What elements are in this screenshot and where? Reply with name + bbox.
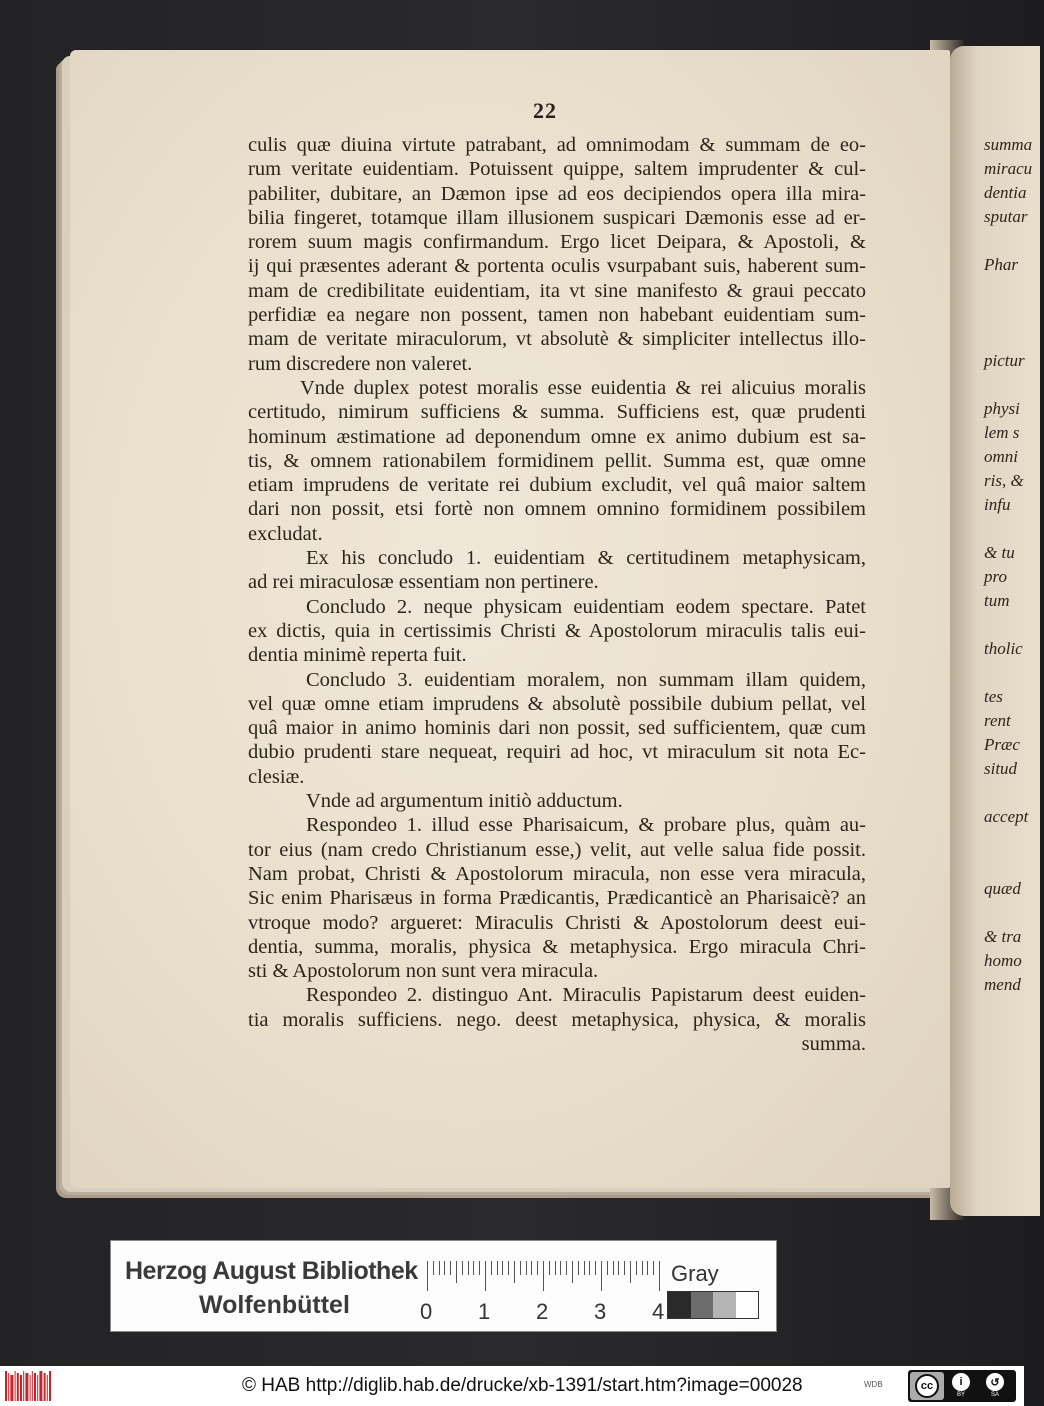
ruler-tick	[601, 1261, 602, 1291]
right-page-fragment: tum	[984, 591, 1010, 610]
barcode-bar	[47, 1375, 48, 1401]
barcode-bar	[8, 1373, 9, 1401]
right-page-fragment: Phar	[984, 255, 1018, 274]
cc-icon: cc	[910, 1372, 944, 1400]
ruler-tick	[636, 1261, 637, 1275]
right-page-fragment: infu	[984, 495, 1011, 514]
right-page-fragment: pro	[984, 567, 1007, 586]
ruler-tick	[485, 1261, 486, 1291]
text-line: vtroque modo? argueret: Miraculis Christi & Apostolorum deest eui-	[248, 911, 866, 934]
scale-number: 0	[420, 1299, 433, 1324]
text-line: rorem suum magis confirmandum. Ergo licet Deipara, & Apostoli, &	[248, 231, 866, 254]
right-page-fragment: pictur	[984, 351, 1025, 370]
barcode-bar	[44, 1373, 46, 1401]
text-line: vel quæ omne etiam imprudens & absolutè possibile dubium pellat, vel	[248, 692, 866, 715]
right-page-fragment	[984, 373, 1044, 397]
ruler-tick	[595, 1261, 596, 1275]
right-page-fragment	[984, 829, 1044, 853]
right-page-fragment: sputar	[984, 207, 1028, 226]
ruler-tick	[618, 1261, 619, 1275]
ruler-tick	[624, 1261, 625, 1275]
text-line: Ex his concludo 1. euidentiam & certitudinem metaphysicam,	[306, 547, 866, 570]
text-line: mam de credibilitate euidentiam, ita vt sine manifesto & graui peccato	[248, 279, 866, 302]
text-line: ad rei miraculosæ essentiam non pertinere.	[248, 571, 599, 594]
scale-number: 1	[478, 1299, 491, 1324]
right-page-fragment	[984, 781, 1044, 805]
right-page-fragment: & tra	[984, 927, 1022, 946]
text-line: hominum æstimatione ad deponendum omne ex animo dubium est sa-	[248, 425, 866, 448]
ruler-tick	[439, 1261, 440, 1275]
ruler-tick	[502, 1261, 503, 1275]
institution-city: Wolfenbüttel	[199, 1291, 350, 1319]
ruler-tick	[647, 1261, 648, 1275]
ruler-tick	[560, 1261, 561, 1275]
institution-name: Herzog August Bibliothek	[125, 1257, 418, 1285]
ruler-tick	[537, 1261, 538, 1275]
scale-number: 3	[594, 1299, 607, 1324]
barcode-bar	[39, 1371, 42, 1401]
gray-swatch	[668, 1292, 691, 1318]
ruler-tick	[549, 1261, 550, 1275]
ruler-tick	[462, 1261, 463, 1275]
text-line: dentia, summa, moralis, physica & metaphysica. Ergo miracula Chri-	[248, 935, 866, 958]
ruler-tick	[572, 1261, 573, 1283]
ruler-tick	[630, 1261, 631, 1283]
right-page-fragment	[984, 325, 1044, 349]
text-line: culis quæ diuina virtute patrabant, ad omnimodam & summam de eo-	[248, 134, 866, 156]
right-page-fragment: dentia	[984, 183, 1027, 202]
ruler-tick	[607, 1261, 608, 1275]
footer-bar	[0, 1366, 1024, 1406]
text-line: rum veritate euidentiam. Potuissent quippe, saltem imprudenter & cul-	[248, 158, 866, 181]
scale-number: 2	[536, 1299, 549, 1324]
right-page-fragment: situd	[984, 759, 1018, 778]
ruler-tick	[642, 1261, 643, 1275]
text-line: mam de veritate miraculorum, vt absolutè & simpliciter intellectus illo-	[248, 328, 866, 351]
text-line: Nam probat, Christi & Apostolorum miracula, non esse vera miracula,	[248, 862, 866, 885]
gray-swatch	[713, 1292, 736, 1318]
right-page-fragment: accept	[984, 807, 1029, 826]
by-icon: i BY	[944, 1370, 978, 1402]
barcode-bar	[25, 1373, 28, 1401]
right-page-fragment: & tu	[984, 543, 1015, 562]
ruler-tick	[514, 1261, 515, 1283]
page-body-text	[248, 133, 866, 1056]
ruler-tick	[520, 1261, 521, 1275]
ruler-tick	[566, 1261, 567, 1275]
text-line: Vnde duplex potest moralis esse euidentia & rei alicuius moralis	[300, 376, 866, 399]
text-line: tis, & omnem rationabilem formidinem pellit. Summa est, quæ omne	[248, 449, 866, 472]
barcode-bar	[34, 1373, 36, 1401]
barcode-bar	[32, 1371, 33, 1401]
text-line: certitudo, nimirum sufficiens & summa. Sufficiens est, quæ prudenti	[248, 401, 866, 424]
color-calibration-card	[110, 1240, 777, 1332]
scale-number: 4	[652, 1299, 665, 1324]
ruler-tick	[450, 1261, 451, 1275]
hab-barcode-logo	[4, 1369, 46, 1403]
gray-swatch	[691, 1292, 714, 1318]
text-line: summa.	[801, 1032, 866, 1055]
text-line: perfidiæ ea negare non possent, tamen non habebant euidentiam sum-	[248, 304, 866, 327]
ruler-tick	[526, 1261, 527, 1275]
right-page-fragment	[984, 517, 1044, 541]
text-line: dari non possit, etsi fortè non omnem omnino formidinem possibilem	[248, 498, 866, 521]
right-page-fragment: mend	[984, 975, 1021, 994]
page-number: 22	[533, 98, 557, 123]
ruler-tick	[473, 1261, 474, 1275]
right-page-fragment: tholic	[984, 639, 1023, 658]
creative-commons-license-badge[interactable]	[908, 1370, 1016, 1402]
wdb-label: WDB	[864, 1380, 883, 1389]
right-page-fragment	[984, 277, 1044, 301]
right-page-fragment: rent	[984, 711, 1011, 730]
right-page-fragment: tes	[984, 687, 1003, 706]
ruler-tick	[491, 1261, 492, 1275]
barcode-bar	[15, 1371, 16, 1401]
text-line: pabiliter, dubitare, an Dæmon ipse ad eos decipiendos opera illa mira-	[248, 182, 866, 205]
text-line: ij qui præsentes aderant & portenta oculis vsurpabant suis, haberent sum-	[248, 255, 866, 278]
text-line: ex dictis, quia in certissimis Christi & Apostolorum miraculis talis eui-	[248, 619, 866, 642]
ruler-tick	[584, 1261, 585, 1275]
scale-ruler	[427, 1261, 659, 1291]
right-page-fragment: summa	[984, 135, 1033, 154]
text-line: etiam imprudens de veritate rei dubium excludit, vel quâ maior saltem	[248, 474, 866, 497]
ruler-tick	[589, 1261, 590, 1275]
ruler-tick	[543, 1261, 544, 1291]
right-page-fragment: miracu	[984, 159, 1033, 178]
text-line: bilia fingeret, totamque illam illusionem suspicari Dæmonis esse ad er-	[248, 206, 866, 229]
ruler-tick	[653, 1261, 654, 1275]
right-page-fragment: omni	[984, 447, 1018, 466]
text-line: Concludo 3. euidentiam moralem, non summam illam quidem,	[306, 668, 866, 691]
right-page-fragment: lem s	[984, 423, 1020, 442]
text-line: sti & Apostolorum non sunt vera miracula.	[248, 960, 599, 983]
right-page-fragment: ris, &	[984, 471, 1024, 490]
gray-swatch	[736, 1292, 759, 1318]
right-page-fragment	[984, 901, 1044, 925]
barcode-bar	[17, 1373, 19, 1401]
ruler-tick	[479, 1261, 480, 1275]
right-page-fragment	[984, 853, 1044, 877]
right-page-fragment: physi	[984, 399, 1020, 418]
text-line: quâ maior in animo hominis dari non possit, sed sufficientem, quæ cum	[248, 717, 866, 740]
text-line: excludat.	[248, 522, 323, 545]
ruler-tick	[427, 1261, 428, 1291]
ruler-tick	[497, 1261, 498, 1275]
ruler-tick	[456, 1261, 457, 1283]
gray-scale-swatches	[667, 1291, 759, 1319]
right-page-fragment	[984, 229, 1044, 253]
barcode-bar	[37, 1375, 38, 1401]
text-line: Vnde ad argumentum initiò adductum.	[306, 790, 623, 813]
right-page-fragment	[984, 613, 1044, 637]
text-line: Respondeo 1. illud esse Pharisaicum, & probare plus, quàm au-	[306, 814, 866, 837]
text-line: Concludo 2. neque physicam euidentiam eodem spectare. Patet	[306, 595, 866, 618]
right-page-fragment: Præc	[984, 735, 1020, 754]
text-line: dentia minimè reperta fuit.	[248, 644, 467, 667]
ruler-tick	[433, 1261, 434, 1275]
text-line: tia moralis sufficiens. nego. deest metaphysica, physica, & moralis	[248, 1008, 866, 1031]
right-page-fragment	[984, 661, 1044, 685]
right-page-fragment	[984, 301, 1044, 325]
barcode-bar	[10, 1375, 13, 1401]
ruler-tick	[578, 1261, 579, 1275]
barcode-bar	[20, 1375, 22, 1401]
ruler-tick	[468, 1261, 469, 1275]
ruler-tick	[613, 1261, 614, 1275]
right-page-text-fragments	[984, 133, 1044, 997]
text-line: Sic enim Pharisæus in forma Prædicantis, Prædicanticè an Pharisaicè? an	[248, 887, 866, 910]
barcode-bar	[23, 1371, 24, 1401]
ruler-tick	[444, 1261, 445, 1275]
sa-icon: ↺ SA	[978, 1370, 1012, 1402]
ruler-tick	[555, 1261, 556, 1275]
barcode-bar	[49, 1371, 51, 1401]
text-line: tor eius (nam credo Christianum esse,) velit, aut velle salua fide possit.	[248, 838, 866, 861]
ruler-tick	[508, 1261, 509, 1275]
text-line: Respondeo 2. distinguo Ant. Miraculis Papistarum deest euiden-	[306, 984, 866, 1007]
text-line: clesiæ.	[248, 765, 305, 788]
ruler-tick	[531, 1261, 532, 1275]
footer-credit-link[interactable]: © HAB http://diglib.hab.de/drucke/xb-1391/start.htm?image=00028	[242, 1375, 803, 1396]
barcode-bar	[5, 1371, 7, 1401]
ruler-tick	[659, 1261, 660, 1291]
text-line: dubio prudenti stare nequeat, requiri ad hoc, vt miraculum sit nota Ec-	[248, 741, 866, 764]
gray-scale-title: Gray	[671, 1261, 719, 1286]
barcode-bar	[30, 1375, 31, 1401]
right-page-fragment: quæd	[984, 879, 1021, 898]
text-line: rum discredere non valeret.	[248, 352, 473, 375]
right-page-fragment: homo	[984, 951, 1022, 970]
